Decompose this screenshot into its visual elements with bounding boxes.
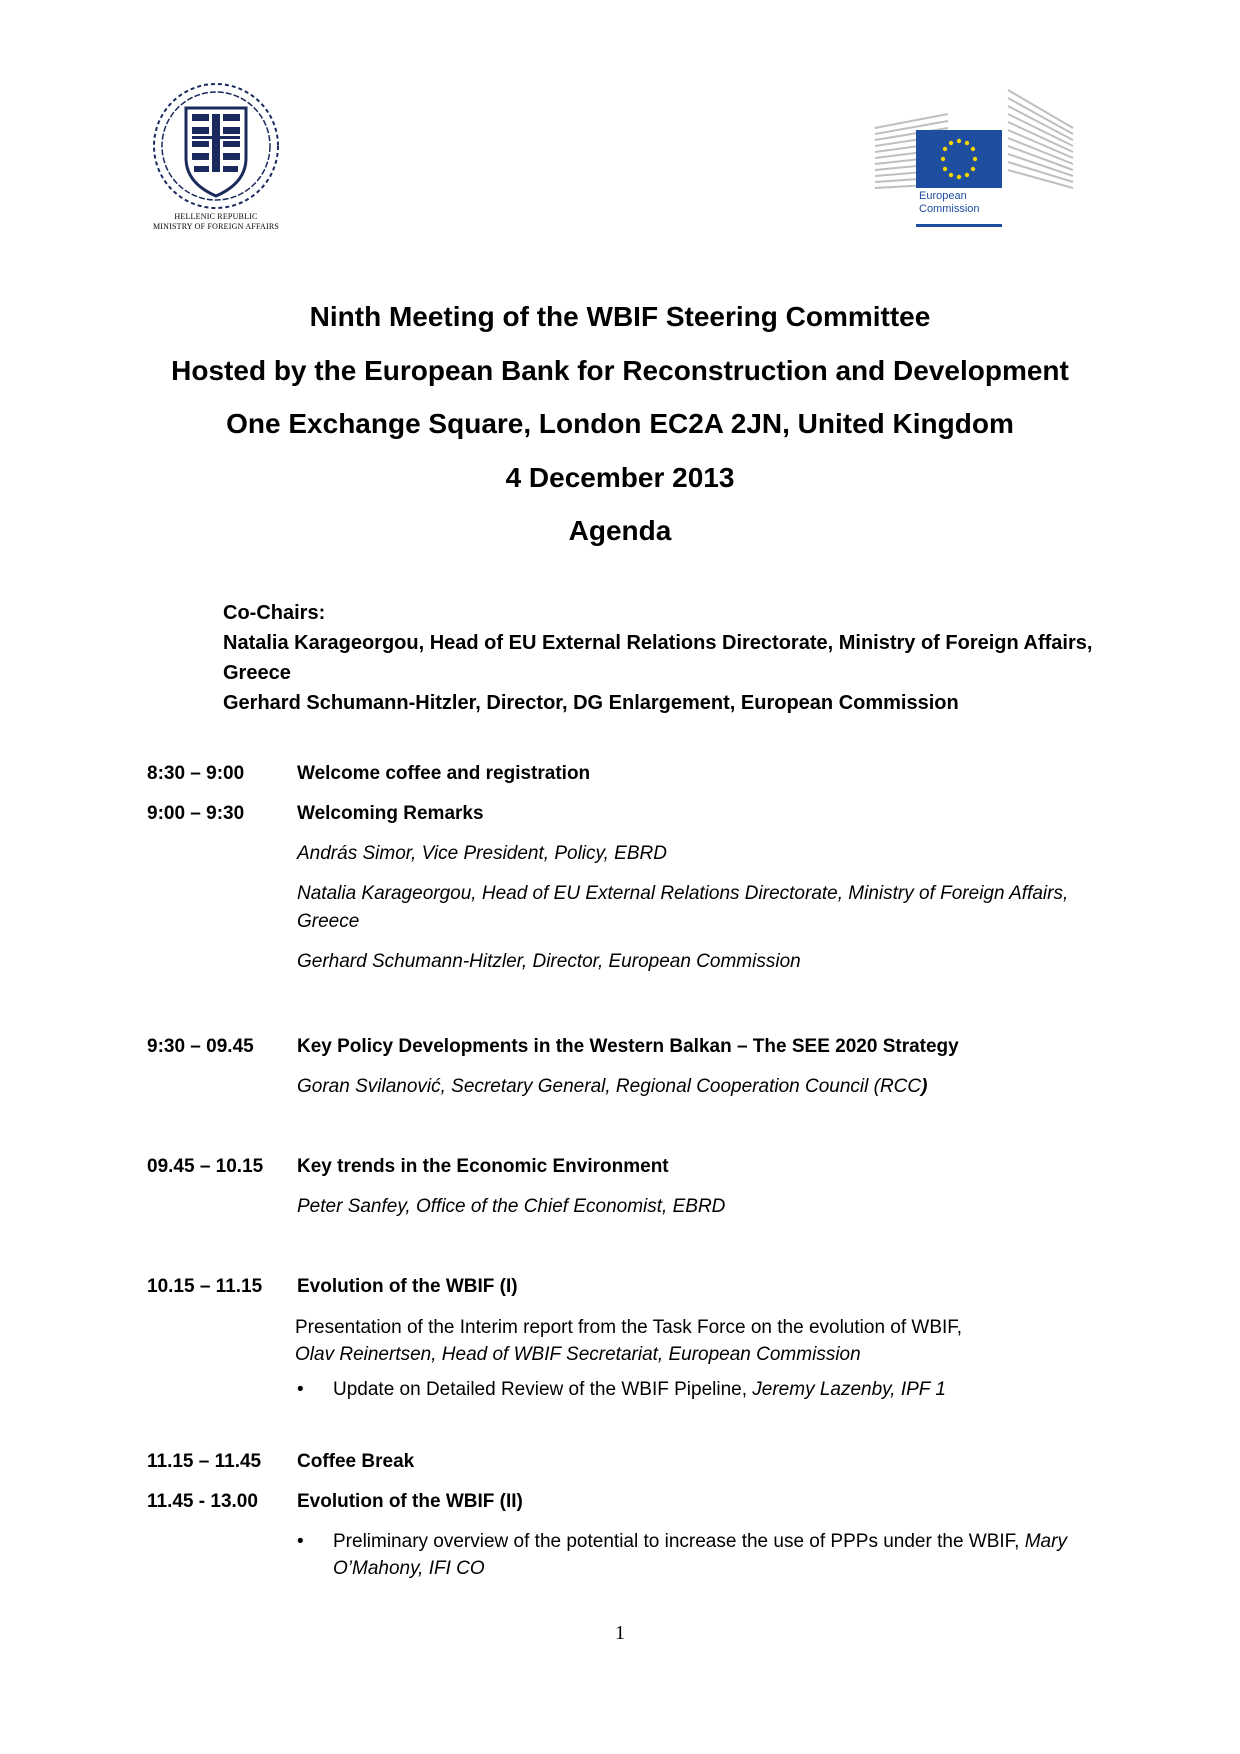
document-heading (0, 290, 1240, 558)
venue-line: One Exchange Square, London EC2A 2JN, United Kingdom (226, 408, 1014, 439)
item-time: 09.45 – 10.15 (147, 1156, 264, 1177)
european-commission-logo (873, 88, 1075, 228)
item-description (295, 1314, 1107, 1368)
item-speaker: Natalia Karageorgou, Head of EU External Relations Directorate, Ministry of Foreign Affairs, Greece (297, 883, 1069, 932)
item-title: Key trends in the Economic Environment (297, 1156, 669, 1177)
host-line: Hosted by the European Bank for Reconstruction and Development (171, 354, 1069, 386)
date-line: 4 December 2013 (505, 461, 735, 493)
bullet-dot-icon: • (297, 1379, 304, 1400)
speaker-text: Goran Svilanović, Secretary General, Regional Cooperation Council (RCC (297, 1076, 922, 1097)
item-title: Evolution of the WBIF (I) (297, 1276, 518, 1297)
cochairs-block (223, 598, 1123, 718)
caption-line-2: MINISTRY OF FOREIGN AFFAIRS (152, 222, 280, 231)
item-title: Welcome coffee and registration (297, 763, 591, 784)
item-time: 9:00 – 9:30 (147, 803, 245, 824)
item-time: 11.45 - 13.00 (147, 1491, 258, 1512)
bullet-speaker: Jeremy Lazenby, IPF 1 (747, 1379, 946, 1400)
item-speaker: Gerhard Schumann-Hitzler, Director, European Commission (297, 951, 801, 972)
cochair-1: Natalia Karageorgou, Head of EU External Relations Directorate, Ministry of Foreign Affairs, Greece (223, 632, 1093, 684)
bullet-main: Preliminary overview of the potential to increase the use of PPPs under the WBIF, (333, 1531, 1020, 1552)
bullet-main: Update on Detailed Review of the WBIF Pipeline, (333, 1379, 747, 1400)
bullet-dot-icon: • (297, 1531, 304, 1552)
bullet-speaker: Mary O’Mahony, IFI CO (333, 1531, 1067, 1579)
ec-text-line-2: Commission (919, 203, 980, 215)
speaker-closing-paren: ) (921, 1076, 928, 1097)
item-time: 11.15 – 11.45 (147, 1451, 262, 1472)
bullet-text (333, 1528, 1103, 1582)
item-speaker (297, 1073, 1107, 1101)
item-title: Evolution of the WBIF (II) (297, 1491, 523, 1512)
item-speaker: Peter Sanfey, Office of the Chief Economist, EBRD (297, 1196, 726, 1217)
cochair-2: Gerhard Schumann-Hitzler, Director, DG Enlargement, European Commission (223, 692, 959, 714)
ec-text-line-1: European (919, 190, 967, 202)
item-title: Welcoming Remarks (297, 803, 484, 824)
item-time: 9:30 – 09.45 (147, 1036, 254, 1057)
item-speaker: András Simor, Vice President, Policy, EBRD (297, 843, 667, 864)
cochairs-label: Co-Chairs: (223, 602, 326, 624)
emblem-graphic (146, 78, 286, 218)
page-number: 1 (615, 1622, 625, 1644)
description-speaker: Olav Reinertsen, Head of WBIF Secretariat, European Commission (295, 1344, 861, 1365)
bullet-text (333, 1376, 1103, 1403)
ministry-caption (130, 212, 302, 232)
caption-line-1: HELLENIC REPUBLIC (174, 212, 258, 221)
description-text: Presentation of the Interim report from the Task Force on the evolution of WBIF, (295, 1317, 963, 1338)
item-title: Coffee Break (297, 1451, 415, 1472)
agenda-title: Agenda (568, 515, 672, 546)
item-title: Key Policy Developments in the Western Balkan – The SEE 2020 Strategy (297, 1036, 959, 1057)
item-time: 8:30 – 9:00 (147, 763, 245, 784)
item-time: 10.15 – 11.15 (147, 1276, 263, 1297)
meeting-title: Ninth Meeting of the WBIF Steering Committee (309, 301, 931, 332)
